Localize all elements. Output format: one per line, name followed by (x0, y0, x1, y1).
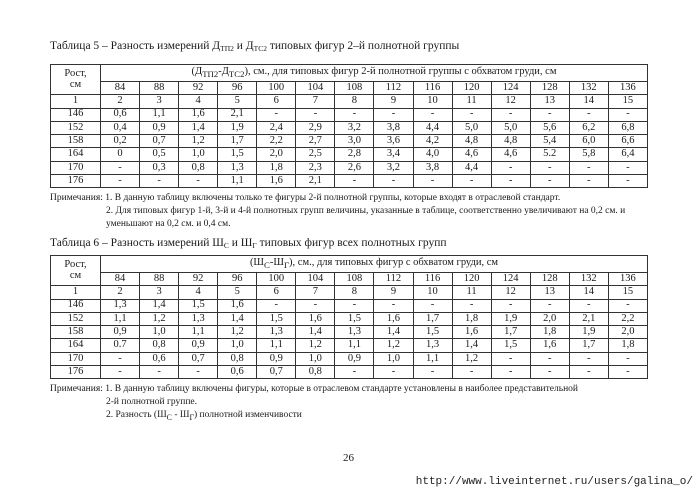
table5-value-cell: 5.2 (530, 148, 569, 161)
table6-value-cell: - (413, 366, 452, 379)
table6-index-cell: 8 (335, 286, 374, 299)
table5-value-cell: - (101, 175, 140, 188)
table5-value-cell: 2,1 (218, 108, 257, 121)
table6-note-2: 2-й полнотной группе. (106, 397, 198, 407)
table6-value-cell: 1,5 (335, 312, 374, 325)
table5-index-cell: 11 (452, 95, 491, 108)
table6-value-cell: 2,0 (608, 326, 647, 339)
table6-value-cell: 1,7 (569, 339, 608, 352)
table5-value-cell: - (491, 175, 530, 188)
table5-value-cell: - (491, 161, 530, 174)
table6-girth-136: 136 (608, 273, 647, 286)
table5-row-164 (51, 148, 648, 161)
table6-girth-128: 128 (530, 273, 569, 286)
table6-value-cell: 1,8 (452, 312, 491, 325)
table6-row-158 (51, 326, 648, 339)
table6-value-cell: - (335, 366, 374, 379)
table6-value-cell: 2,0 (530, 312, 569, 325)
table6-value-cell: 1,4 (452, 339, 491, 352)
table6-girth-92: 92 (179, 273, 218, 286)
table6-value-cell: 1,5 (257, 312, 296, 325)
table6-index-cell: 5 (218, 286, 257, 299)
table6-value-cell: 1,2 (452, 352, 491, 365)
table5-value-cell: 3,0 (335, 135, 374, 148)
table5-value-cell: 0,9 (140, 121, 179, 134)
table5-value-cell: - (413, 108, 452, 121)
table6-index-cell: 4 (179, 286, 218, 299)
table6-value-cell: 0.7 (101, 339, 140, 352)
table5-rost-cell: 146 (51, 108, 101, 121)
table5-value-cell: 4,8 (452, 135, 491, 148)
table6-value-cell: 1,6 (530, 339, 569, 352)
table6-row-176 (51, 366, 648, 379)
table6-value-cell: 1,5 (179, 299, 218, 312)
table5-index-cell: 9 (374, 95, 413, 108)
table6-value-cell: 1,8 (530, 326, 569, 339)
table5-value-cell: 1,2 (179, 135, 218, 148)
table6-value-cell: 0,6 (218, 366, 257, 379)
table6-value-cell: 1,6 (374, 312, 413, 325)
table6-value-cell: - (608, 299, 647, 312)
table5-index-cell: 8 (335, 95, 374, 108)
table5-value-cell: - (179, 175, 218, 188)
table6-value-cell: 1,6 (218, 299, 257, 312)
table5-value-cell: 1,3 (218, 161, 257, 174)
table5-value-cell: 2,1 (296, 175, 335, 188)
table5-value-cell: - (452, 175, 491, 188)
table5-value-cell: 6,0 (569, 135, 608, 148)
table6-value-cell: 1,2 (374, 339, 413, 352)
table5-value-cell: 3,8 (413, 161, 452, 174)
table5-value-cell: 1,8 (257, 161, 296, 174)
table6-value-cell: - (101, 366, 140, 379)
table5-value-cell: 0,3 (140, 161, 179, 174)
table5-value-cell: 0,8 (179, 161, 218, 174)
table6-value-cell: 0,9 (179, 339, 218, 352)
table6-value-cell: - (530, 352, 569, 365)
table5-value-cell: 1,5 (218, 148, 257, 161)
table6-value-cell: 1,1 (179, 326, 218, 339)
table5-value-cell: - (569, 161, 608, 174)
table5-rost-cell: 164 (51, 148, 101, 161)
table5-value-cell: 5,4 (530, 135, 569, 148)
table6-rost-cell: 146 (51, 299, 101, 312)
table5-index-cell: 3 (140, 95, 179, 108)
table6-rost-cell: 158 (51, 326, 101, 339)
table6-girth-120: 120 (452, 273, 491, 286)
table5-girth-84: 84 (101, 82, 140, 95)
table6-value-cell: 1,7 (413, 312, 452, 325)
table5-value-cell: 1,6 (179, 108, 218, 121)
table5-value-cell: 4,8 (491, 135, 530, 148)
table5-value-cell: 0,2 (101, 135, 140, 148)
table6-value-cell: - (257, 299, 296, 312)
table5-value-cell: 4,6 (452, 148, 491, 161)
table5-index-cell: 2 (101, 95, 140, 108)
table5-value-cell: - (608, 108, 647, 121)
table6-girth-112: 112 (374, 273, 413, 286)
table6-rost-cell: 170 (51, 352, 101, 365)
table6-index-cell: 2 (101, 286, 140, 299)
table6 (50, 255, 648, 379)
table6-row-152 (51, 312, 648, 325)
table6-girth-108: 108 (335, 273, 374, 286)
table6-value-cell: 0,8 (140, 339, 179, 352)
table5-value-cell: 4,4 (413, 121, 452, 134)
table6-value-cell: - (569, 299, 608, 312)
table5 (50, 64, 648, 188)
table5-title: Таблица 5 – Разность измерений $Д_{ТП2}$ и $Д_{ТС2}$ типовых фигур 2–й полнотной группы (50, 40, 460, 53)
table6-value-cell: 1,3 (335, 326, 374, 339)
table5-notes (50, 192, 625, 231)
table5-girth-100: 100 (257, 82, 296, 95)
table6-value-cell: 1,2 (140, 312, 179, 325)
table6-rost-cell: 176 (51, 366, 101, 379)
table6-value-cell: 0,8 (296, 366, 335, 379)
table5-value-cell: 3,4 (374, 148, 413, 161)
table5-rost-cell: 170 (51, 161, 101, 174)
table5-value-cell: - (296, 108, 335, 121)
table5-index-cell: 5 (218, 95, 257, 108)
table6-value-cell: 1,4 (140, 299, 179, 312)
table5-row-158 (51, 135, 648, 148)
table6-value-cell: 1,5 (491, 339, 530, 352)
table6-rost-cell: 152 (51, 312, 101, 325)
table5-index-cell: 7 (296, 95, 335, 108)
table6-value-cell: 1,4 (218, 312, 257, 325)
table5-girth-112: 112 (374, 82, 413, 95)
table5-value-cell: 3,6 (374, 135, 413, 148)
table6-value-cell: - (296, 299, 335, 312)
table6-index-cell: 11 (452, 286, 491, 299)
table6-value-cell: 1,5 (413, 326, 452, 339)
table5-rost-header: Рост, см (51, 65, 101, 95)
table6-note-1: Примечания: 1. В данную таблицу включены фигуры, которые в отраслевом стандарте установлены в наиболее представительной (50, 384, 578, 394)
table5-girth-92: 92 (179, 82, 218, 95)
table5-value-cell: - (335, 108, 374, 121)
table5-value-cell: 5,0 (452, 121, 491, 134)
table5-rost-cell: 152 (51, 121, 101, 134)
table6-value-cell: - (491, 366, 530, 379)
table6-value-cell: 1,3 (179, 312, 218, 325)
table5-value-cell: - (491, 108, 530, 121)
table6-value-cell: 1,0 (218, 339, 257, 352)
table6-index-cell: 7 (296, 286, 335, 299)
table6-value-cell: 1,1 (335, 339, 374, 352)
table6-girth-84: 84 (101, 273, 140, 286)
table6-value-cell: - (101, 352, 140, 365)
table6-notes (50, 383, 578, 424)
table5-value-cell: 1,0 (179, 148, 218, 161)
table6-value-cell: 1,7 (491, 326, 530, 339)
table5-value-cell: - (530, 161, 569, 174)
table5-index-cell: 15 (608, 95, 647, 108)
table6-value-cell: 2,1 (569, 312, 608, 325)
table5-value-cell: 0 (101, 148, 140, 161)
table5-girth-row (51, 82, 648, 95)
table5-value-cell: - (569, 108, 608, 121)
table5-value-cell: - (608, 175, 647, 188)
table5-value-cell: 0,6 (101, 108, 140, 121)
table6-value-cell: 1,4 (374, 326, 413, 339)
table5-rost-cell: 176 (51, 175, 101, 188)
table6-girth-100: 100 (257, 273, 296, 286)
table6-index-cell: 1 (51, 286, 101, 299)
table5-value-cell: 2,0 (257, 148, 296, 161)
table6-value-cell: 1,3 (413, 339, 452, 352)
table5-index-cell: 6 (257, 95, 296, 108)
table6-value-cell: 1,6 (452, 326, 491, 339)
table6-index-cell: 12 (491, 286, 530, 299)
table6-value-cell: 0,9 (257, 352, 296, 365)
table5-value-cell: - (335, 175, 374, 188)
table5-value-cell: 1,6 (257, 175, 296, 188)
table6-girth-124: 124 (491, 273, 530, 286)
table5-value-cell: 3,2 (335, 121, 374, 134)
table6-value-cell: - (608, 366, 647, 379)
table6-value-cell: 1,3 (101, 299, 140, 312)
table5-value-cell: 3,8 (374, 121, 413, 134)
table6-value-cell: 1,0 (140, 326, 179, 339)
table6-index-cell: 14 (569, 286, 608, 299)
table6-girth-88: 88 (140, 273, 179, 286)
table5-note-3: уменьшают на 0,2 см. и 0,4 см. (106, 219, 231, 229)
table6-value-cell: 1,0 (296, 352, 335, 365)
table6-value-cell: - (569, 366, 608, 379)
table5-rost-cell: 158 (51, 135, 101, 148)
table5-value-cell: - (413, 175, 452, 188)
table6-index-cell: 6 (257, 286, 296, 299)
table5-value-cell: 2,6 (335, 161, 374, 174)
table5-value-cell: - (608, 161, 647, 174)
table6-value-cell: - (140, 366, 179, 379)
table5-value-cell: - (140, 175, 179, 188)
table6-girth-row (51, 273, 648, 286)
table6-value-cell: 0,8 (218, 352, 257, 365)
table6-value-cell: 1,9 (569, 326, 608, 339)
table6-value-cell: 1,1 (413, 352, 452, 365)
table5-header-row (51, 65, 648, 82)
table5-value-cell: - (452, 108, 491, 121)
table5-value-cell: - (101, 161, 140, 174)
table6-girth-132: 132 (569, 273, 608, 286)
table5-value-cell: 6,4 (608, 148, 647, 161)
table5-index-cell: 10 (413, 95, 452, 108)
table5-value-cell: - (530, 108, 569, 121)
table5-value-cell: 4,6 (491, 148, 530, 161)
table6-value-cell: - (335, 299, 374, 312)
table5-value-cell: - (530, 175, 569, 188)
table5-value-cell: 5,6 (530, 121, 569, 134)
table6-title: Таблица 6 – Разность измерений $Ш_С$ и $Ш_Г$ типовых фигур всех полнотных групп (50, 237, 447, 250)
table5-row-176 (51, 175, 648, 188)
table6-value-cell: 1,1 (257, 339, 296, 352)
table5-girth-124: 124 (491, 82, 530, 95)
table6-value-cell: 1,6 (296, 312, 335, 325)
table6-value-cell: 1,0 (374, 352, 413, 365)
table6-value-cell: 1,1 (101, 312, 140, 325)
table6-value-cell: 1,2 (296, 339, 335, 352)
table6-value-cell: - (530, 299, 569, 312)
table5-index-cell: 1 (51, 95, 101, 108)
table5-index-cell: 12 (491, 95, 530, 108)
table6-value-cell: - (374, 299, 413, 312)
table6-value-cell: - (179, 366, 218, 379)
table5-index-cell: 14 (569, 95, 608, 108)
table5-index-cell: 13 (530, 95, 569, 108)
table6-value-cell: 1,8 (608, 339, 647, 352)
table5-note-1: Примечания: 1. В данную таблицу включены только те фигуры 2-й полнотной группы, которые входят в отраслевой стандарт. (50, 193, 561, 203)
table5-value-cell: 6,6 (608, 135, 647, 148)
table5-girth-120: 120 (452, 82, 491, 95)
table6-value-cell: - (608, 352, 647, 365)
table6-value-cell: - (452, 299, 491, 312)
table5-value-cell: 2,4 (257, 121, 296, 134)
table6-value-cell: - (530, 366, 569, 379)
table5-value-cell: 1,4 (179, 121, 218, 134)
table5-value-cell: 4,4 (452, 161, 491, 174)
table5-value-cell: - (374, 175, 413, 188)
table6-value-cell: - (491, 299, 530, 312)
table6-value-cell: - (491, 352, 530, 365)
table6-value-cell: - (374, 366, 413, 379)
table5-girth-96: 96 (218, 82, 257, 95)
table6-value-cell: 0,7 (179, 352, 218, 365)
table6-value-cell: 0,7 (257, 366, 296, 379)
table5-value-cell: 6,2 (569, 121, 608, 134)
table6-header-row (51, 256, 648, 273)
table5-value-cell: 0,7 (140, 135, 179, 148)
table6-index-cell: 3 (140, 286, 179, 299)
table6-rost-cell: 164 (51, 339, 101, 352)
table5-value-cell: 1,1 (218, 175, 257, 188)
table5-value-cell: 3,2 (374, 161, 413, 174)
table6-girth-104: 104 (296, 273, 335, 286)
table6-value-cell: 1,4 (296, 326, 335, 339)
table6-value-cell: - (413, 299, 452, 312)
table5-value-cell: 5,0 (491, 121, 530, 134)
table5-value-cell: 0,4 (101, 121, 140, 134)
table6-value-cell: 0,9 (335, 352, 374, 365)
table6-value-cell: - (452, 366, 491, 379)
table5-value-cell: - (374, 108, 413, 121)
table6-value-cell: 0,6 (140, 352, 179, 365)
table5-value-cell: 2,9 (296, 121, 335, 134)
table5-row-152 (51, 121, 648, 134)
table6-value-cell: 0,9 (101, 326, 140, 339)
table5-value-cell: 0,5 (140, 148, 179, 161)
table5-value-cell: 2,8 (335, 148, 374, 161)
table5-value-cell: - (569, 175, 608, 188)
table5-value-cell: 4,0 (413, 148, 452, 161)
footer-url[interactable]: http://www.liveinternet.ru/users/galina_o/ (415, 476, 693, 488)
page-number: 26 (343, 452, 354, 464)
table5-index-row (51, 95, 648, 108)
table6-group-header: $(Ш_С-Ш_Г)$, см., для типовых фигур с обхватом груди, см (101, 256, 648, 273)
table6-girth-96: 96 (218, 273, 257, 286)
table5-value-cell: 5,8 (569, 148, 608, 161)
table5-value-cell: 1,9 (218, 121, 257, 134)
table6-rost-header: Рост, см (51, 256, 101, 286)
table6-note-3: 2. Разность $(Ш_С - Ш_Г)$ полнотной изменчивости (106, 410, 302, 422)
table5-value-cell: 2,2 (257, 135, 296, 148)
table6-index-cell: 13 (530, 286, 569, 299)
table5-value-cell: 2,5 (296, 148, 335, 161)
table5-note-2: 2. Для типовых фигур 1-й, 3-й и 4-й полнотных групп величины, указанные в таблице, соответственно увеличивают на 0,2 см. и (106, 206, 626, 216)
table5-value-cell: 4,2 (413, 135, 452, 148)
table5-value-cell: 6,8 (608, 121, 647, 134)
table6-value-cell: - (569, 352, 608, 365)
table6-row-146 (51, 299, 648, 312)
table5-value-cell: 1,1 (140, 108, 179, 121)
table6-value-cell: 1,3 (257, 326, 296, 339)
table5-girth-136: 136 (608, 82, 647, 95)
table5-girth-116: 116 (413, 82, 452, 95)
table6-row-170 (51, 352, 648, 365)
table5-row-170 (51, 161, 648, 174)
table6-value-cell: 2,2 (608, 312, 647, 325)
table5-value-cell: - (257, 108, 296, 121)
table5-group-header: $(Д_{ТП2}-Д_{ТС2})$, см., для типовых фигур 2-й полнотной группы с обхватом груди, см (101, 65, 648, 82)
table5-girth-108: 108 (335, 82, 374, 95)
table5-girth-132: 132 (569, 82, 608, 95)
table5-row-146 (51, 108, 648, 121)
table5-value-cell: 2,7 (296, 135, 335, 148)
table5-girth-104: 104 (296, 82, 335, 95)
table6-row-164 (51, 339, 648, 352)
table6-value-cell: 1,9 (491, 312, 530, 325)
table5-value-cell: 1,7 (218, 135, 257, 148)
table6-value-cell: 1,2 (218, 326, 257, 339)
table6-index-cell: 9 (374, 286, 413, 299)
table5-value-cell: 2,3 (296, 161, 335, 174)
table5-girth-88: 88 (140, 82, 179, 95)
table6-index-cell: 15 (608, 286, 647, 299)
table6-index-cell: 10 (413, 286, 452, 299)
table6-girth-116: 116 (413, 273, 452, 286)
table5-girth-128: 128 (530, 82, 569, 95)
table6-index-row (51, 286, 648, 299)
table5-index-cell: 4 (179, 95, 218, 108)
